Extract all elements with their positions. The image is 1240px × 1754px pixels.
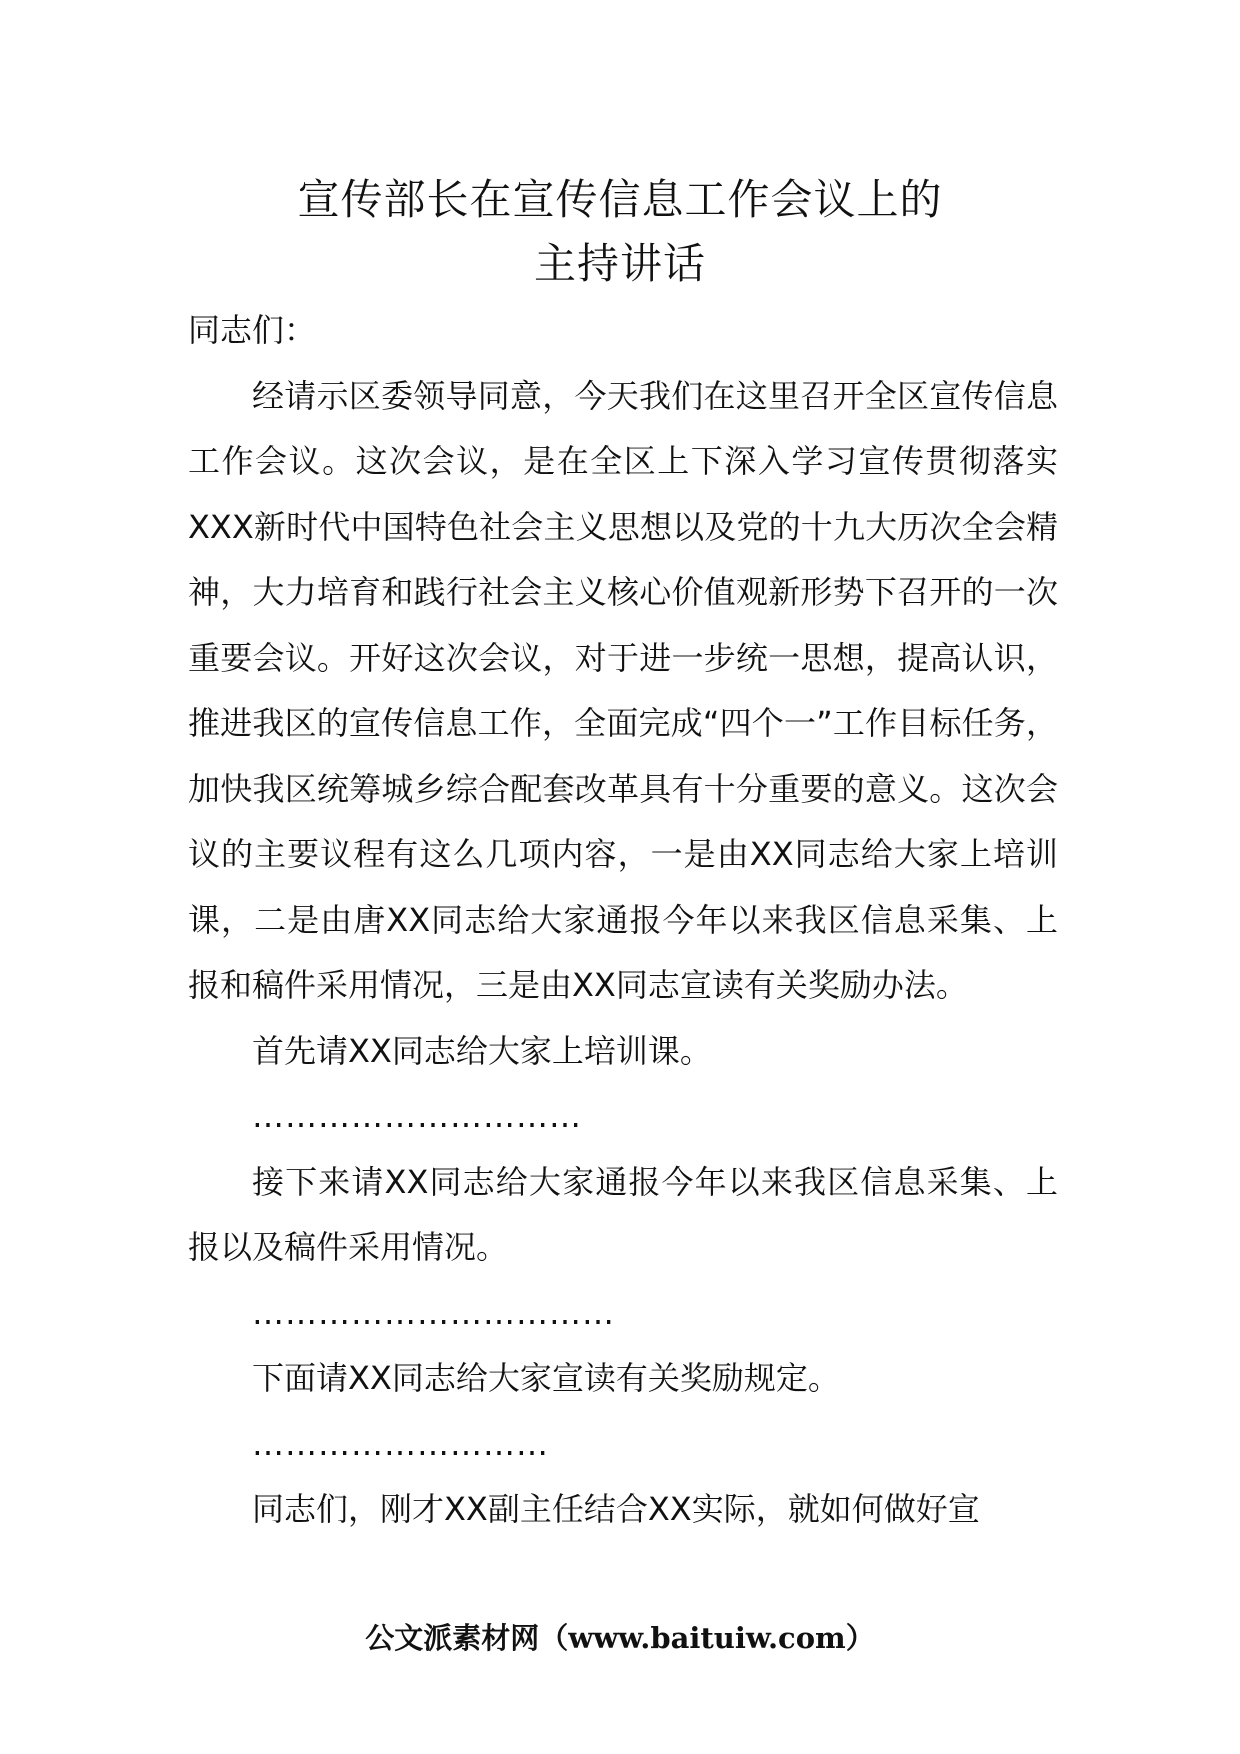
ellipsis-2: …………………………… — [252, 1293, 615, 1332]
document-body — [188, 298, 1058, 1543]
title-line-1: 宣传部长在宣传信息工作会议上的 — [297, 175, 943, 224]
salutation: 同志们： — [188, 311, 317, 349]
title-line-2: 主持讲话 — [533, 239, 706, 288]
paragraph-first-speaker: 首先请XX同志给大家上培训课。 — [252, 1031, 712, 1070]
paragraph-intro: 经请示区委领导同意，今天我们在这里召开全区宣传信息工作会议。这次会议，是在全区上下深入学习宣传贯彻落实XXX新时代中国特色社会主义思想以及党的十九大历次全会精神，大力培育和践行社会主义核心价值观新形势下召开的一次重要会议。开好这次会议，对于进一步统一思想，提高认识，推进我区的宣传信息工作，全面完成“四个一”工作目标任务，加快我区统筹城乡综合配套改革具有十分重要的意义。这次会议的主要议程有这么几项内容，一是由XX同志给大家上培训课，二是由唐XX同志给大家通报今年以来我区信息采集、上报和稿件采用情况，三是由XX同志宣读有关奖励办法。 — [188, 376, 1058, 1004]
ellipsis-1: ………………………… — [252, 1097, 582, 1135]
footer-watermark: 公文派素材网（www.baituiw.com） — [365, 1621, 875, 1655]
paragraph-closing: 同志们，刚才XX副主任结合XX实际，就如何做好宣 — [252, 1490, 980, 1528]
ellipsis-3: ……………………… — [252, 1424, 549, 1463]
paragraph-third-speaker: 下面请XX同志给大家宣读有关奖励规定。 — [252, 1359, 840, 1397]
document-title — [0, 168, 1240, 296]
paragraph-second-speaker: 接下来请XX同志给大家通报今年以来我区信息采集、上报以及稿件采用情况。 — [188, 1162, 1058, 1266]
